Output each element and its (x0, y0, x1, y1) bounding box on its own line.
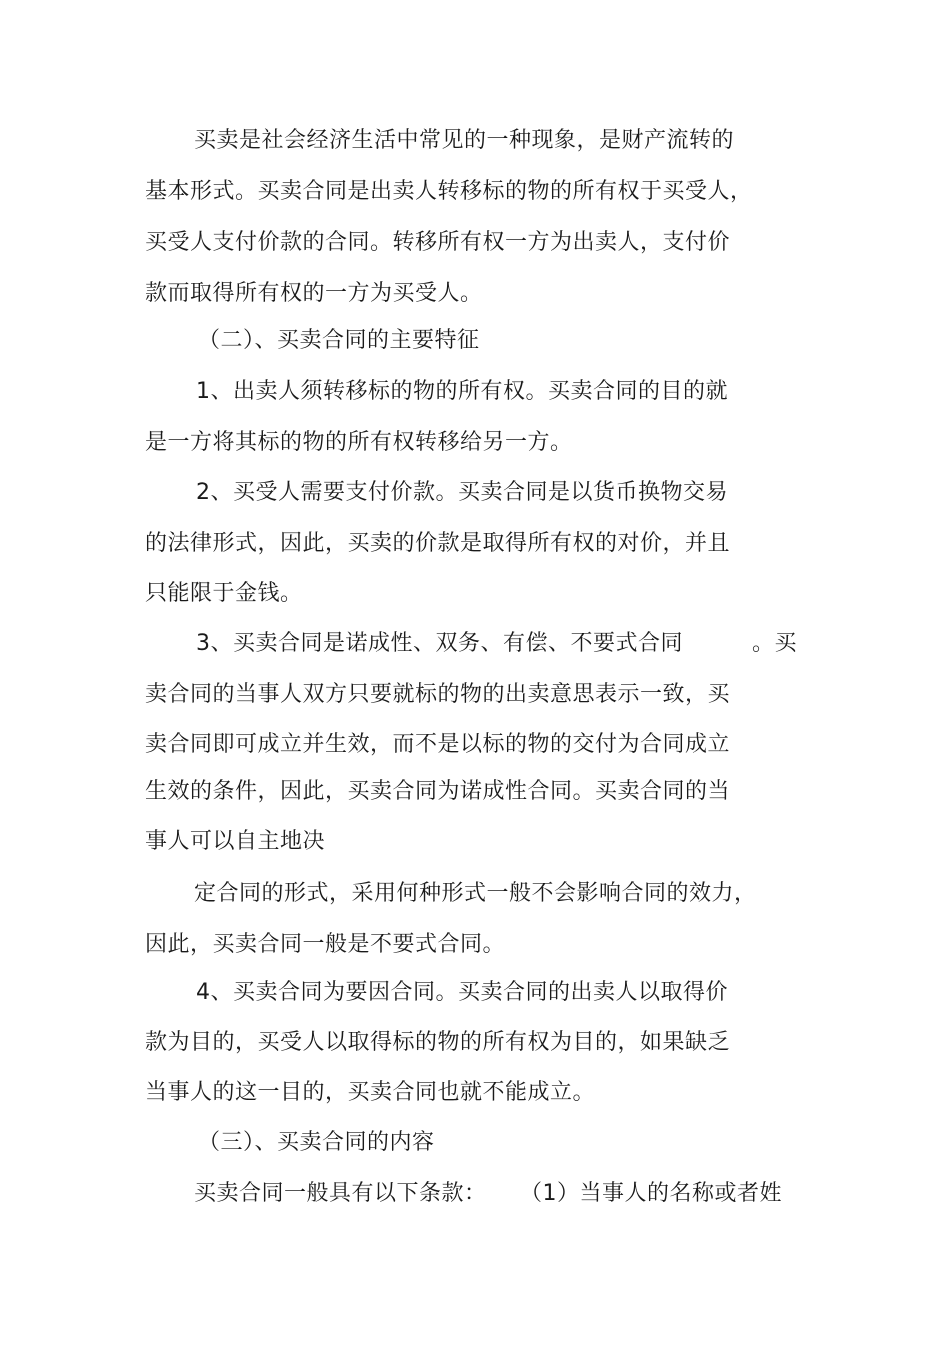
paragraph-line: 只能限于金钱。 (145, 581, 303, 606)
paragraph-line: 生效的条件，因此，买卖合同为诺成性合同。买卖合同的当 (145, 779, 731, 804)
paragraph-line: 3、买卖合同是诺成性、双务、有偿、不要式合同 (196, 631, 683, 656)
paragraph-line: 4、买卖合同为要因合同。买卖合同的出卖人以取得价 (196, 980, 728, 1005)
paragraph-line: 款为目的，买受人以取得标的物的所有权为目的，如果缺乏 (145, 1030, 731, 1055)
paragraph-line-tail: 。买 (752, 631, 798, 656)
paragraph-line: 2、买受人需要支付价款。买卖合同是以货币换物交易 (196, 480, 728, 505)
paragraph-line: 基本形式。买卖合同是出卖人转移标的物的所有权于买受人， (145, 179, 753, 204)
paragraph-line: 当事人的这一目的，买卖合同也就不能成立。 (145, 1080, 596, 1105)
paragraph-line: 因此，买卖合同一般是不要式合同。 (145, 932, 506, 957)
paragraph-line: 定合同的形式，采用何种形式一般不会影响合同的效力， (194, 881, 757, 906)
paragraph-line: 是一方将其标的物的所有权转移给另一方。 (145, 430, 573, 455)
paragraph-line: 1、出卖人须转移标的物的所有权。买卖合同的目的就 (196, 379, 728, 404)
section-heading: （二）、买卖合同的主要特征 (198, 328, 480, 353)
paragraph-line: 买受人支付价款的合同。转移所有权一方为出卖人，支付价 (145, 230, 731, 255)
paragraph-line: 的法律形式，因此，买卖的价款是取得所有权的对价，并且 (145, 531, 731, 556)
paragraph-line-tail: （1）当事人的名称或者姓 (520, 1181, 782, 1206)
section-heading: （三）、买卖合同的内容 (198, 1130, 435, 1155)
paragraph-line: 卖合同的当事人双方只要就标的物的出卖意思表示一致，买 (145, 682, 731, 707)
paragraph-line: 款而取得所有权的一方为买受人。 (145, 281, 483, 306)
paragraph-line: 卖合同即可成立并生效，而不是以标的物的交付为合同成立 (145, 732, 731, 757)
paragraph-line: 买卖是社会经济生活中常见的一种现象，是财产流转的 (194, 128, 735, 153)
paragraph-line: 事人可以自主地决 (145, 829, 326, 854)
paragraph-line: 买卖合同一般具有以下条款： (194, 1181, 487, 1206)
